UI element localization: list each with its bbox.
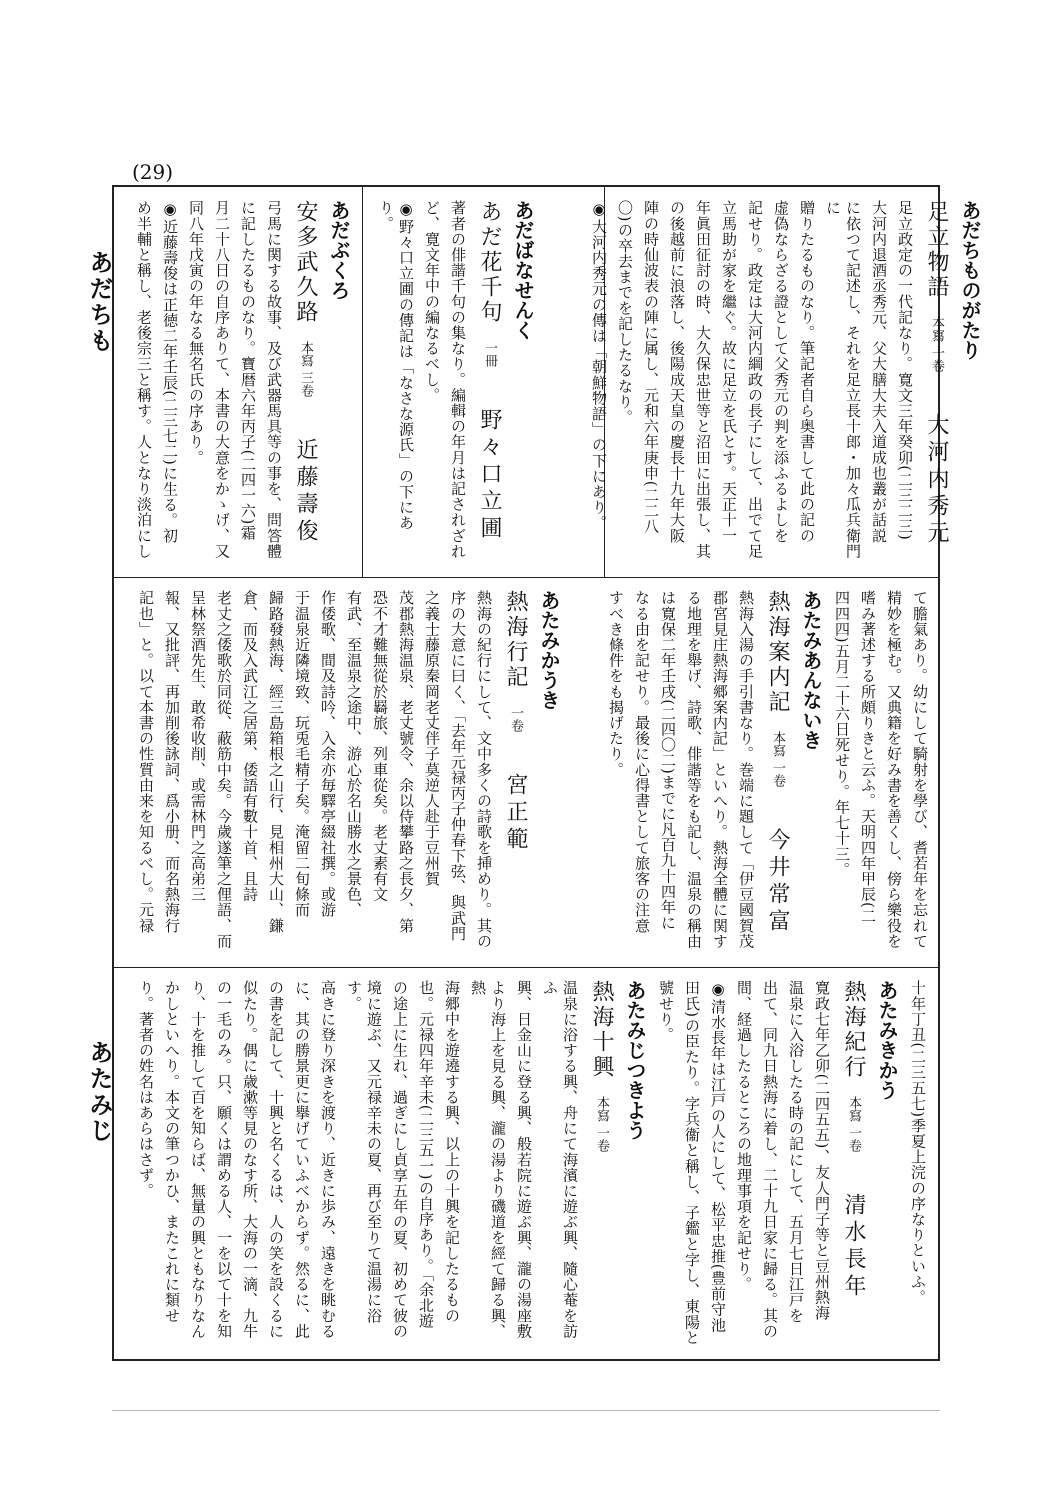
body-line: 倉、而及入武江之居第、倭語有數十首、且詩 [241, 590, 259, 902]
entry-body [606, 590, 756, 950]
body-line: 弓馬に関する故事、及び武器馬具等の事を、問答體 [265, 200, 283, 559]
book-author: 大河内秀元 [924, 412, 949, 548]
body-line: 虚偽ならざる證として父秀元の判を添ふるよしを [772, 200, 790, 544]
book-author: 近藤壽俊 [293, 437, 318, 546]
body-line: 也。元禄四年辛未(二三五一)の自序あり。「余北遊 [417, 980, 435, 1329]
body-line: は寛保二年壬戌(二四〇二)までに凡百九十四年に [659, 590, 677, 931]
book-meta: 一冊 [482, 341, 497, 368]
entry-body [136, 980, 580, 1350]
body-line: の一毛のみ。只、願くは謂める人、一を以て十を知 [215, 980, 233, 1339]
body-line: 温泉に入浴したる時の記にして、五月七日江戸を [787, 980, 805, 1324]
entry-body [376, 200, 468, 560]
body-line: 田氏)の臣たり。字兵衞と稱し、子鑑と字し、東陽と [683, 980, 701, 1346]
entry-heading: あたみじつきよう [623, 980, 647, 1140]
body-line: 嗜み著述する所頗りきと云ふ。天明四年甲辰(二 [859, 590, 877, 925]
book-meta: 本寫 三卷 [298, 341, 313, 398]
body-line: に依つて記述し、それを足立長十郎・加々瓜兵衛門に [824, 200, 862, 559]
book-title: 足立物語 [924, 200, 949, 300]
book-title: 熱海案内記 [765, 590, 790, 715]
body-line: め半輔と稱し、老後宗三と稱す。人となり淡泊にし [135, 200, 153, 559]
body-line: て膽氣あり。幼にして騎射を學び、耆若年を忘れて [911, 590, 929, 949]
body-line: 熱海の紀行にして、文中多くの詩歌を挿めり。其の [475, 590, 493, 949]
body-line: 年眞田征討の時、大久保忠世等と沼田に出張し、其 [694, 200, 712, 559]
entry-atami-kikou [650, 980, 928, 1350]
body-line: 間、経過したるところの地理事項を記せり。 [735, 980, 753, 1292]
body-line: 似たり。偶に歳漱等見のなす所、大海の一滴、九牛 [241, 980, 259, 1339]
book-author: 宮正範 [503, 772, 528, 854]
body-line: り。著者の姓名はあらはさず。 [137, 980, 155, 1199]
entry-adabukuro [128, 200, 354, 560]
book-title-block [586, 980, 617, 1350]
body-line: 記也」と。以て本書の性質由来を知るべし。元禄 [137, 590, 155, 934]
body-line: の途上に生れ、過ぎにし貞享五年の夏、初めて彼の [391, 980, 409, 1339]
body-line: ど、寛文年中の編なるべし。 [423, 200, 441, 403]
body-line: の後越前に浪落し、後陽成天皇の慶長十九年大阪 [668, 200, 686, 544]
body-line: 歸路發熱海、經三島箱根之山行、見相州大山、鎌 [267, 590, 285, 934]
entry-body [136, 590, 494, 950]
entry-atami-annaiki [600, 590, 930, 950]
book-author: 野々口立圃 [477, 407, 502, 543]
body-line: 報、又批評、再加削後詠詞、爲小册、而名熱海行 [163, 590, 181, 934]
body-line: ◉清水長年は江戸の人にして、松平忠推(豊前守池 [709, 980, 727, 1333]
body-line: 老丈之倭歌於同從、蔽筋中矣。今歲遂筆之俚語、而 [215, 590, 233, 949]
book-author: 今井常富 [765, 827, 790, 936]
book-title-block [838, 980, 869, 1350]
body-line: る地理を舉げ、詩歌、俳諧等をも記し、温泉の稱由 [685, 590, 703, 949]
body-line: 寛政七年乙卯(二四五五)、友人門子等と豆州熱海 [813, 980, 831, 1321]
entry-heading: あたみあんないき [799, 590, 823, 750]
entry-heading: あたみかうき [537, 590, 561, 710]
body-line: 月二十八日の自序ありて、本書の大意をかゝげ、又 [213, 200, 231, 559]
book-title-block [762, 590, 793, 950]
body-line: 之義士藤原秦岡老丈伴子莫逆人赴于豆州賀 [423, 590, 441, 887]
body-line: 贈りたるものなり。筆記者自ら奥書して此の記の [798, 200, 816, 544]
body-line: 記せり。政定は大河内綱政の長子にして、出でて足 [746, 200, 764, 559]
entry-heading: あだぶくろ [327, 200, 351, 300]
bottom-rule [112, 1410, 940, 1411]
body-line: 足立政定の一代記なり。寛文三年癸卯(二三二三) [896, 200, 914, 541]
entry-heading: あだばなせんく [511, 200, 535, 340]
body-line: 温泉に浴する興、舟にて海濱に遊ぶ興、隨心菴を訪ふ [541, 980, 579, 1339]
book-title-block [290, 200, 321, 560]
body-line: 海郷中を遊遶する興、以上の十興を記したるもの [443, 980, 461, 1324]
book-title: 安多武久路 [293, 200, 318, 325]
body-line: 有武、至温泉之途中、游心於名山勝水之景色、 [345, 590, 363, 918]
body-line: 熱海入湯の手引書なり。巻端に題して「伊豆國賀茂 [737, 590, 755, 949]
body-line: 精妙を極む。又典籍を好み書を善くし、傍ら樂役を [885, 590, 903, 949]
book-meta: 本寫 一卷 [770, 731, 785, 788]
body-line: 恐不才難無從於羇旅、列車從矣。老丈素有文 [371, 590, 389, 902]
body-line: 十年丁丑(二三五七)季夏上浣の序なりといふ。 [909, 980, 927, 1305]
entry-ashi-monogatari [583, 200, 985, 560]
body-line: ◉大河内秀元の傳は「朝鮮物語」の下にあり。 [590, 200, 608, 531]
entry-adabana-senku [370, 200, 538, 560]
body-line: ◉近藤壽俊は正徳二年壬辰(二三七二)に生る。初 [161, 200, 179, 544]
body-line: に記したるものなり。寶暦六年丙子(二四一六)霜 [239, 200, 257, 541]
body-line: ◉野々口立圃の傳記は「なさな源氏」の下にあり。 [377, 200, 415, 531]
entry-heading: あだちものがたり [958, 200, 982, 360]
entry-body-continued [832, 590, 930, 950]
margin-head-bottom: あたみじ [85, 1040, 114, 1144]
body-line: 立馬助が家を繼ぐ。故に足立を氏とす。天正十一 [720, 200, 738, 544]
body-line: 大河内退酒丞秀元、父大膳大夫入道成也叢が話説 [870, 200, 888, 544]
entry-atami-jikkyou [130, 980, 650, 1350]
body-line: 興、日金山に登る興、般若院に遊ぶ興、瀧の湯座敷 [515, 980, 533, 1339]
book-meta: 本寫 一卷 [594, 1096, 609, 1153]
body-line: 于温泉近隣境致、玩兎毛精子矣。淹留二旬條而 [293, 590, 311, 918]
body-line: すべき條件をも揭げたり。 [607, 590, 625, 778]
body-line: より海上を見る興、瀧の湯より磯道を經て歸る興、熱 [469, 980, 507, 1339]
body-line: 〇)の卒去までを記したるなり。 [616, 200, 634, 425]
book-meta: 一卷 [508, 706, 523, 733]
entry-body [589, 200, 915, 560]
book-author: 清水長年 [841, 1192, 866, 1301]
page-number: (29) [132, 160, 174, 184]
book-title: 熱海十興 [589, 980, 614, 1080]
margin-head-top: あだちも [85, 250, 114, 354]
book-title: 熱海行記 [503, 590, 528, 690]
body-line: の書を記して、十興と名くるは、人の笑を設くるに [267, 980, 285, 1339]
body-line: かしといへり。本文の筆つかひ、またこれに類せ [163, 980, 181, 1324]
entry-atami-kouki [130, 590, 564, 950]
body-line: 呈林祭酒先生、敢希收削、或需林門之高弟三 [189, 590, 207, 902]
body-line: 茂郡熱海温泉、老丈號令、余以侍攀路之長夕、第 [397, 590, 415, 934]
book-title-block [921, 200, 952, 560]
body-line: なる由を記せり。最後に心得書として旅客の注意 [633, 590, 651, 934]
body-line: 出て、同九日熱海に着し、二十九日家に歸る。其の [761, 980, 779, 1339]
body-line: に、其の勝景更に擧げていふべからず。然るに、此 [293, 980, 311, 1339]
body-line: 四四四)五月二十六日死せり。年七十三。 [833, 590, 851, 878]
body-line: 作倭歌、間及詩吟、入余亦毎驛亭綴社撰。或游 [319, 590, 337, 918]
entry-body [656, 980, 832, 1350]
book-meta: 本寫 一卷 [929, 316, 944, 373]
book-meta: 本寫 一卷 [846, 1096, 861, 1153]
body-line: 郡宮見庄熱海郷案内記」といへり。熱海全體に関す [711, 590, 729, 949]
body-line: 陣の時仙波表の陣に属し、元和六年庚申(二二八 [642, 200, 660, 535]
body-line: 境に遊ぶ、又元禄辛未の夏、再び至りて温湯に浴す。 [345, 980, 383, 1324]
body-line: 號せり。 [657, 980, 675, 1043]
book-title: 熱海紀行 [841, 980, 866, 1080]
entry-body [134, 200, 284, 560]
entry-body-continued [908, 980, 928, 1350]
book-title-block [474, 200, 505, 560]
body-line: 高きに登り深きを渡り、近きに歩み、遠きを眺むる [319, 980, 337, 1339]
entry-heading: あたみきかう [875, 980, 899, 1100]
book-title-block [500, 590, 531, 950]
body-line: 同八年戊寅の年なる無名氏の序あり。 [187, 200, 205, 466]
book-title: あだ花千句 [477, 200, 502, 325]
body-line: 著者の俳諧千句の集なり。編輯の年月は記されざれ [449, 200, 467, 559]
body-line: 序の大意に曰く、「去年元禄丙子仲春下弦、與武門 [449, 590, 467, 942]
body-line: り、十を推して百を知らば、無量の興ともなりなん [189, 980, 207, 1339]
